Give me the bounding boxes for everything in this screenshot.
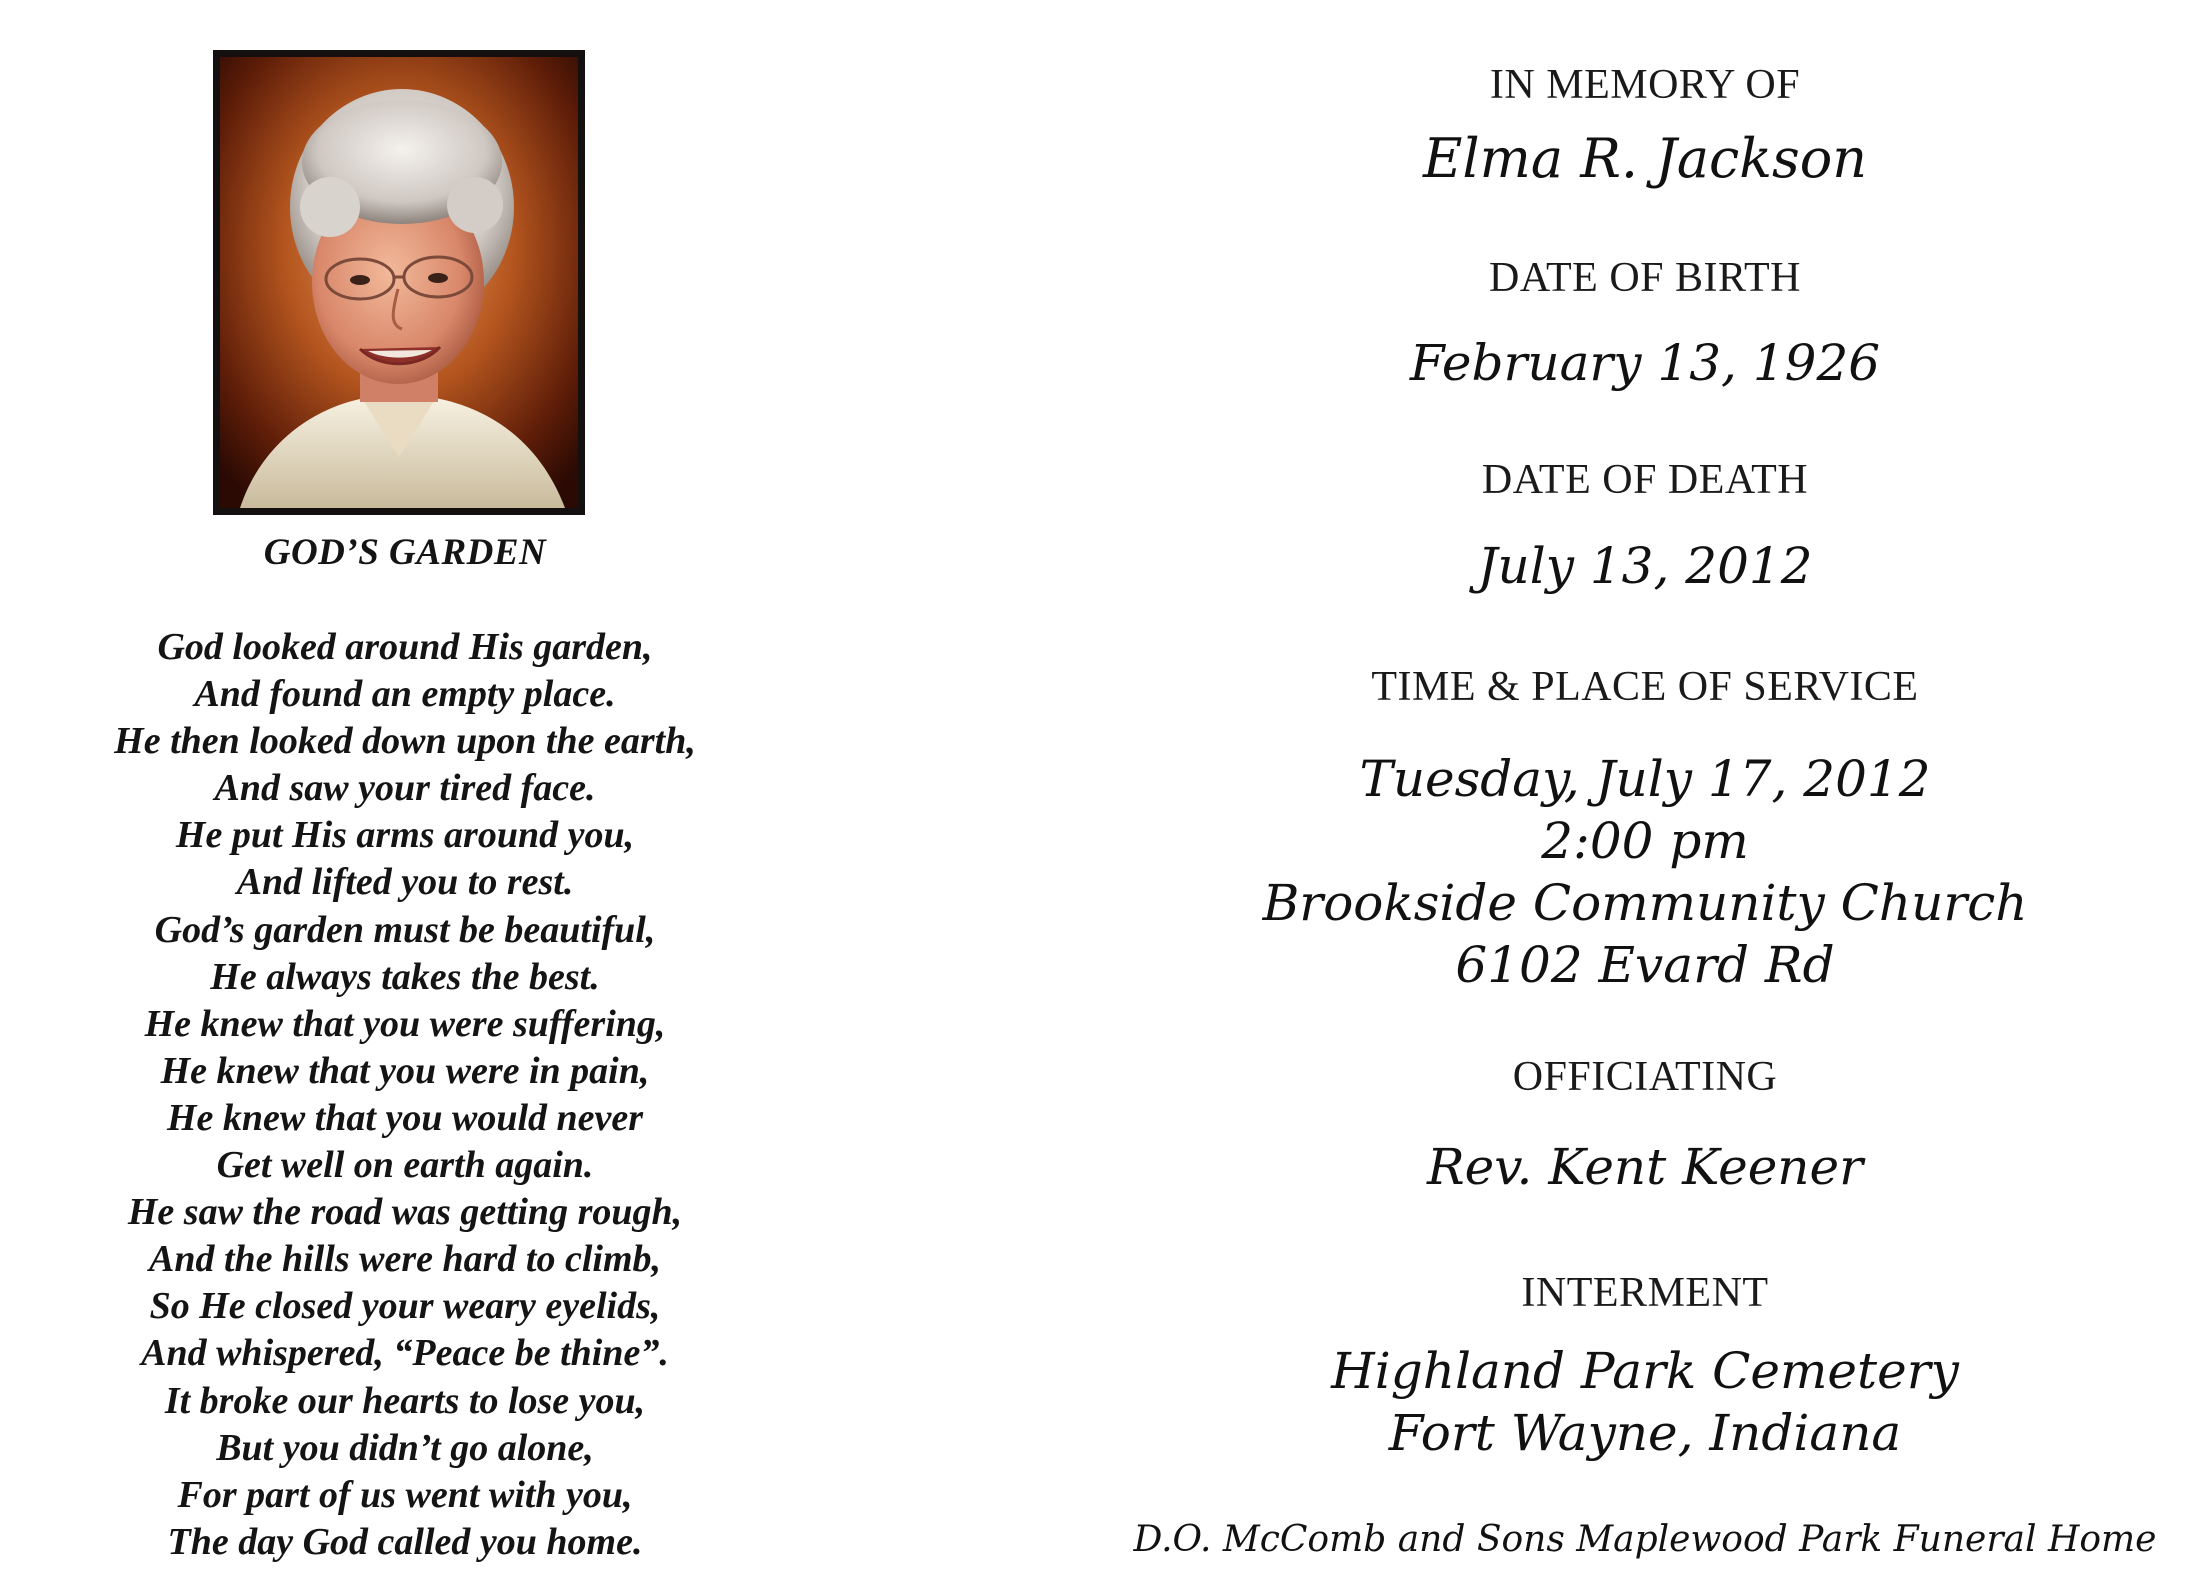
poem-line: And whispered, “Peace be thine”. [141,1332,669,1375]
poem-line: And saw your tired face. [214,767,596,810]
poem-line: And the hills were hard to climb, [148,1238,662,1281]
officiating-label: OFFICIATING [1512,1054,1778,1100]
cemetery-name: Highland Park Cemetery [1331,1342,1959,1400]
service-label: TIME & PLACE OF SERVICE [1371,664,1919,710]
poem-line: So He closed your weary eyelids, [149,1285,661,1328]
poem-line: He saw the road was getting rough, [127,1191,683,1234]
right-panel [1110,0,2180,1570]
interment-label: INTERMENT [1521,1270,1769,1316]
deceased-name: Elma R. Jackson [1422,127,1868,190]
birth-date: February 13, 1926 [1409,334,1881,392]
cemetery-location: Fort Wayne, Indiana [1388,1404,1902,1462]
portrait-image [220,57,578,508]
service-place: Brookside Community Church [1262,874,2028,932]
poem-line: The day God called you home. [167,1520,643,1563]
poem-line: But you didn’t go alone, [216,1426,594,1469]
poem-line: He always takes the best. [210,955,600,998]
birth-label: DATE OF BIRTH [1489,255,1801,301]
poem-line: And lifted you to rest. [236,861,574,904]
poem-line: God looked around His garden, [157,626,653,668]
poem-line: He knew that you would never [166,1096,644,1139]
poem-text [0,624,810,1566]
poem-line: And found an empty place. [194,673,616,716]
poem-line: He then looked down upon the earth, [114,720,696,763]
death-label: DATE OF DEATH [1481,457,1809,503]
left-panel [0,0,810,1570]
service-time: 2:00 pm [1541,812,1749,870]
service-address: 6102 Evard Rd [1455,936,1835,994]
poem-line: He knew that you were suffering, [144,1002,666,1045]
funeral-home: D.O. McComb and Sons Maplewood Park Funeral Home [1133,1519,2157,1560]
portrait-photo [213,50,585,515]
poem-line: Get well on earth again. [216,1144,594,1187]
poem-title: GOD’S GARDEN [263,532,547,573]
poem-line: He put His arms around you, [175,814,635,857]
poem-line: He knew that you were in pain, [160,1049,650,1092]
poem-line: For part of us went with you, [177,1473,633,1516]
poem-line: It broke our hearts to lose you, [164,1379,646,1422]
memory-label: IN MEMORY OF [1489,62,1801,108]
poem-line: God’s garden must be beautiful, [154,908,656,951]
officiant-name: Rev. Kent Keener [1426,1138,1863,1196]
death-date: July 13, 2012 [1477,537,1813,595]
service-date: Tuesday, July 17, 2012 [1359,750,1931,808]
